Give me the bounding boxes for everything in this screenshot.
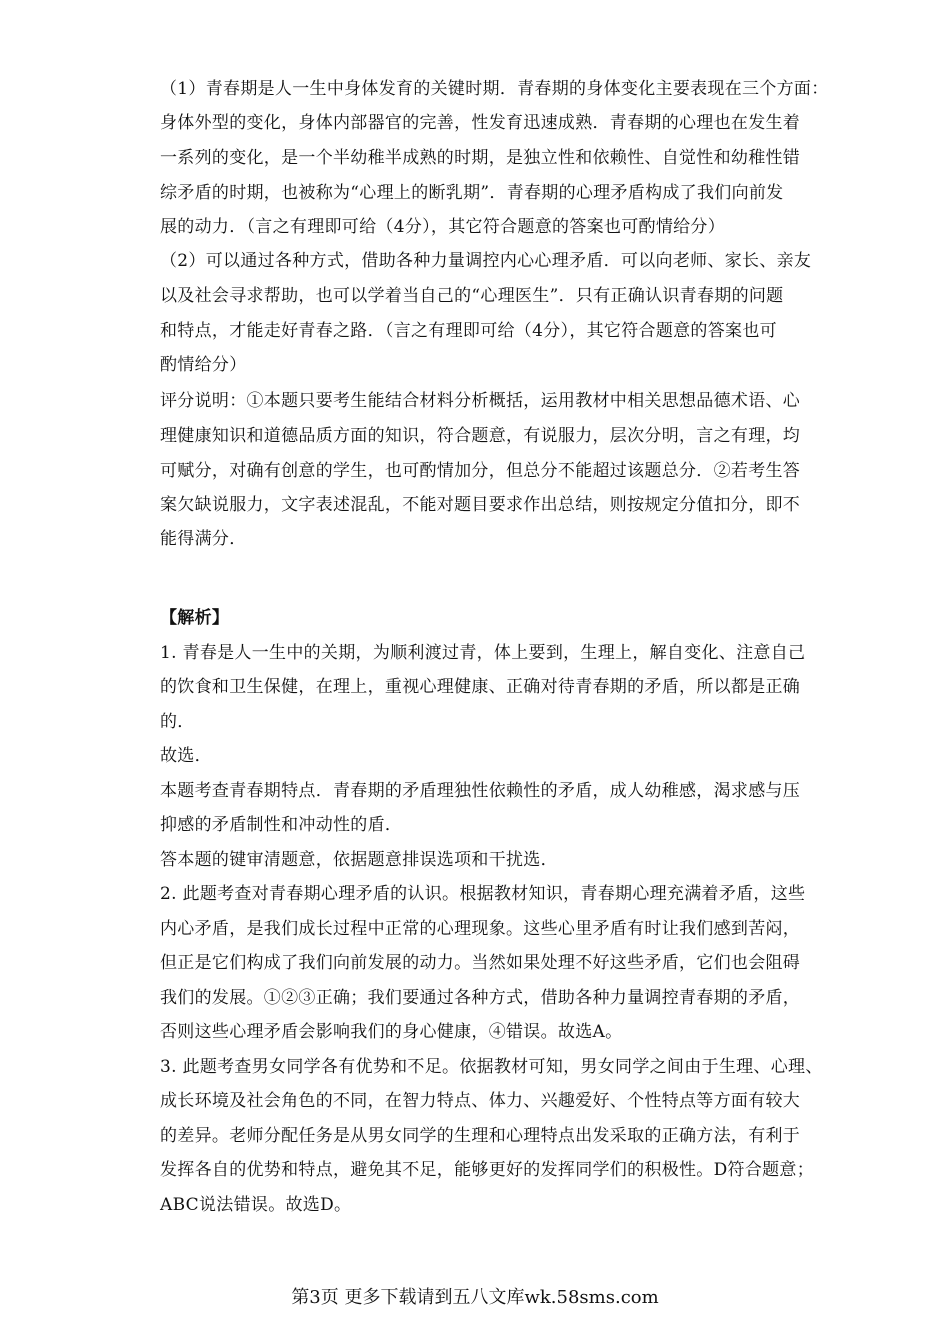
scoring-line-2: 理健康知识和道德品质方面的知识，符合题意，有说服力，层次分明，言之有理，均 [160, 426, 801, 446]
analysis-1-line-3: 的． [160, 712, 195, 732]
answer-1-line-1: （1）青春期是人一生中身体发育的关键时期．青春期的身体变化主要表现在三个方面： [160, 79, 829, 99]
answer-1-line-3: 一系列的变化，是一个半幼稚半成熟的时期，是独立性和依赖性、自觉性和幼稚性错 [160, 148, 801, 168]
analysis-2-line-5: 否则这些心理矛盾会影响我们的身心健康，④错误。故选A。 [160, 1022, 623, 1042]
analysis-1-line-6: 抑感的矛盾制性和冲动性的盾． [160, 815, 403, 835]
analysis-1-line-7: 答本题的键审清题意，依据题意排误选项和干扰选． [160, 850, 558, 870]
scoring-line-5: 能得满分． [160, 529, 247, 549]
scoring-line-3: 可赋分，对确有创意的学生，也可酌情加分，但总分不能超过该题总分．②若考生答 [160, 461, 801, 481]
analysis-2-line-3: 但正是它们构成了我们向前发展的动力。当然如果处理不好这些矛盾，它们也会阻碍 [160, 953, 801, 973]
analysis-2-line-1: 2. 此题考查对青春期心理矛盾的认识。根据教材知识，青春期心理充满着矛盾，这些 [160, 884, 806, 904]
analysis-2-line-2: 内心矛盾，是我们成长过程中正常的心理现象。这些心里矛盾有时让我们感到苦闷， [160, 919, 801, 939]
analysis-heading: 【解析】 [160, 608, 230, 628]
analysis-3-line-3: 的差异。老师分配任务是从男女同学的生理和心理特点出发采取的正确方法，有利于 [160, 1126, 801, 1146]
answer-1-line-5: 展的动力．（言之有理即可给（4分），其它符合题意的答案也可酌情给分） [160, 217, 726, 237]
answer-1-line-4: 综矛盾的时期，也被称为“心理上的断乳期”．青春期的心理矛盾构成了我们向前发 [160, 183, 784, 203]
answer-2-line-4: 酌情给分） [160, 355, 247, 375]
page-footer: 第3页 更多下载请到五八文库wk.58sms.com [291, 1287, 659, 1308]
analysis-3-line-1: 3. 此题考查男女同学各有优势和不足。依据教材可知，男女同学之间由于生理、心理、 [160, 1057, 823, 1077]
analysis-1-line-4: 故选． [160, 746, 212, 766]
scoring-line-1: 评分说明：①本题只要考生能结合材料分析概括，运用教材中相关思想品德术语、心 [160, 391, 801, 411]
analysis-1-line-2: 的饮食和卫生保健，在理上，重视心理健康、正确对待青春期的矛盾，所以都是正确 [160, 677, 801, 697]
analysis-2-line-4: 我们的发展。①②③正确；我们要通过各种方式，借助各种力量调控青春期的矛盾， [160, 988, 801, 1008]
scoring-line-4: 案欠缺说服力，文字表述混乱，不能对题目要求作出总结，则按规定分值扣分，即不 [160, 495, 801, 515]
analysis-3-line-4: 发挥各自的优势和特点，避免其不足，能够更好的发挥同学们的积极性。D符合题意； [160, 1160, 815, 1180]
analysis-1-line-1: 1. 青春是人一生中的关期，为顺利渡过青，体上要到，生理上，解自变化、注意自己 [160, 643, 806, 663]
analysis-3-line-5: ABC说法错误。故选D。 [160, 1195, 352, 1215]
analysis-3-line-2: 成长环境及社会角色的不同，在智力特点、体力、兴趣爱好、个性特点等方面有较大 [160, 1091, 801, 1111]
answer-2-line-3: 和特点，才能走好青春之路．（言之有理即可给（4分），其它符合题意的答案也可 [160, 321, 777, 341]
answer-2-line-1: （2）可以通过各种方式，借助各种力量调控内心心理矛盾．可以向老师、家长、亲友 [160, 251, 812, 271]
answer-1-line-2: 身体外型的变化，身体内部器官的完善，性发育迅速成熟．青春期的心理也在发生着 [160, 113, 801, 133]
answer-2-line-2: 以及社会寻求帮助，也可以学着当自己的“心理医生”．只有正确认识青春期的问题 [160, 286, 784, 306]
analysis-1-line-5: 本题考查青春期特点．青春期的矛盾理独性依赖性的矛盾，成人幼稚感，渴求感与压 [160, 781, 801, 801]
